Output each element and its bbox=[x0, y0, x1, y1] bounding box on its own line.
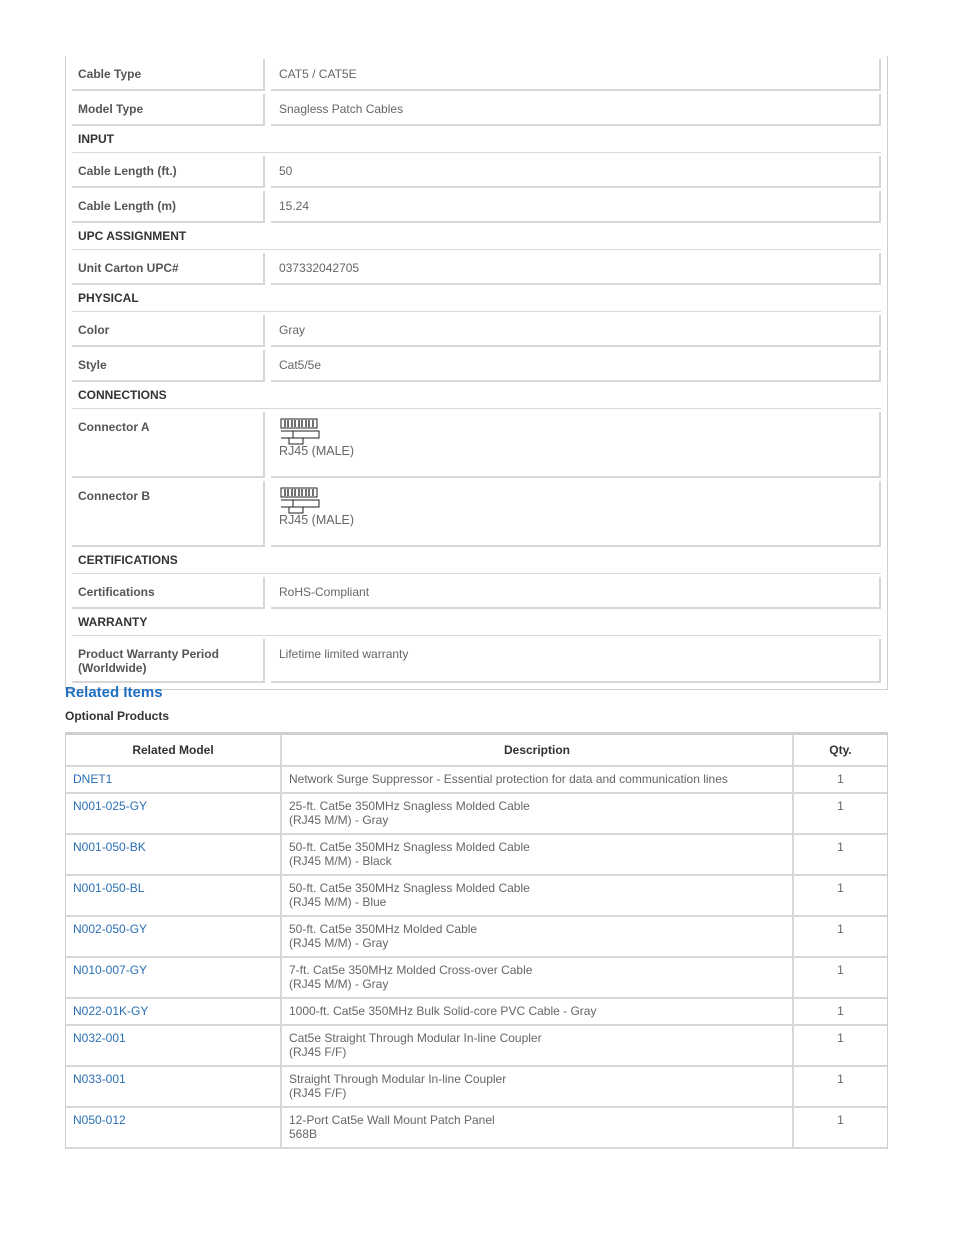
related-qty: 1 bbox=[794, 1067, 887, 1108]
spec-value: Snagless Patch Cables bbox=[271, 94, 881, 126]
related-model-link[interactable]: N001-025-GY bbox=[66, 794, 282, 835]
spec-value: 15.24 bbox=[271, 191, 881, 223]
section-heading: INPUT bbox=[72, 126, 881, 153]
related-description bbox=[282, 1026, 794, 1067]
spec-label: Connector B bbox=[72, 481, 265, 547]
related-description bbox=[282, 794, 794, 835]
related-qty: 1 bbox=[794, 794, 887, 835]
spec-label: Unit Carton UPC# bbox=[72, 253, 265, 285]
connector-type: RJ45 (MALE) bbox=[279, 513, 355, 527]
header-qty: Qty. bbox=[794, 735, 887, 767]
spec-value bbox=[271, 481, 881, 547]
description-line: 568B bbox=[289, 1127, 318, 1141]
related-qty: 1 bbox=[794, 767, 887, 794]
related-qty: 1 bbox=[794, 1108, 887, 1149]
optional-products-heading: Optional Products bbox=[65, 709, 170, 723]
section-heading: PHYSICAL bbox=[72, 285, 881, 312]
description-line: 50-ft. Cat5e 350MHz Snagless Molded Cable bbox=[289, 840, 530, 854]
related-description bbox=[282, 835, 794, 876]
related-qty: 1 bbox=[794, 835, 887, 876]
spec-label: Connector A bbox=[72, 412, 265, 478]
related-model-link[interactable]: N022-01K-GY bbox=[66, 999, 282, 1026]
description-line: (RJ45 F/F) bbox=[289, 1045, 347, 1059]
description-line: 50-ft. Cat5e 350MHz Molded Cable bbox=[289, 922, 478, 936]
related-description bbox=[282, 876, 794, 917]
connector-row bbox=[72, 481, 881, 547]
spec-row bbox=[72, 577, 881, 609]
spec-row bbox=[72, 350, 881, 382]
spec-row bbox=[72, 253, 881, 285]
related-description bbox=[282, 958, 794, 999]
related-model-link[interactable]: N033-001 bbox=[66, 1067, 282, 1108]
description-line: 25-ft. Cat5e 350MHz Snagless Molded Cable bbox=[289, 799, 530, 813]
description-line: (RJ45 M/M) - Blue bbox=[289, 895, 387, 909]
related-description bbox=[282, 1108, 794, 1149]
related-item-row bbox=[66, 835, 887, 876]
spec-value: Lifetime limited warranty bbox=[271, 639, 881, 683]
related-qty: 1 bbox=[794, 958, 887, 999]
related-item-row bbox=[66, 876, 887, 917]
related-item-row bbox=[66, 999, 887, 1026]
spec-row bbox=[72, 315, 881, 347]
related-description bbox=[282, 1067, 794, 1108]
spec-row bbox=[72, 639, 881, 683]
related-model-link[interactable]: N001-050-BL bbox=[66, 876, 282, 917]
related-item-row bbox=[66, 1026, 887, 1067]
spec-label: Cable Length (ft.) bbox=[72, 156, 265, 188]
related-model-link[interactable]: N001-050-BK bbox=[66, 835, 282, 876]
spec-value: 037332042705 bbox=[271, 253, 881, 285]
spec-label: Model Type bbox=[72, 94, 265, 126]
spec-label: Cable Length (m) bbox=[72, 191, 265, 223]
description-line: 7-ft. Cat5e 350MHz Molded Cross-over Cable bbox=[289, 963, 533, 977]
spec-row bbox=[72, 156, 881, 188]
related-item-row bbox=[66, 767, 887, 794]
description-line: (RJ45 F/F) bbox=[289, 1086, 347, 1100]
header-description: Description bbox=[282, 735, 794, 767]
description-line: (RJ45 M/M) - Gray bbox=[289, 813, 389, 827]
related-items-heading: Related Items bbox=[65, 684, 163, 701]
related-description bbox=[282, 917, 794, 958]
spec-label: Certifications bbox=[72, 577, 265, 609]
connector-row bbox=[72, 412, 881, 478]
spec-value: CAT5 / CAT5E bbox=[271, 59, 881, 91]
related-model-link[interactable]: DNET1 bbox=[66, 767, 282, 794]
description-line: 50-ft. Cat5e 350MHz Snagless Molded Cable bbox=[289, 881, 530, 895]
related-item-row bbox=[66, 958, 887, 999]
spec-value: Gray bbox=[271, 315, 881, 347]
description-line: Network Surge Suppressor - Essential protection for data and communication lines bbox=[289, 772, 728, 786]
spec-label: Product Warranty Period (Worldwide) bbox=[72, 639, 265, 683]
description-line: 12-Port Cat5e Wall Mount Patch Panel bbox=[289, 1113, 495, 1127]
related-model-link[interactable]: N010-007-GY bbox=[66, 958, 282, 999]
section-heading: CONNECTIONS bbox=[72, 382, 881, 409]
related-item-row bbox=[66, 1108, 887, 1149]
spec-value: RoHS-Compliant bbox=[271, 577, 881, 609]
description-line: (RJ45 M/M) - Gray bbox=[289, 977, 389, 991]
spec-label: Cable Type bbox=[72, 59, 265, 91]
related-model-link[interactable]: N032-001 bbox=[66, 1026, 282, 1067]
spec-value: Cat5/5e bbox=[271, 350, 881, 382]
connector-type: RJ45 (MALE) bbox=[279, 444, 355, 458]
related-item-row bbox=[66, 794, 887, 835]
spec-value: 50 bbox=[271, 156, 881, 188]
related-description bbox=[282, 767, 794, 794]
section-heading: WARRANTY bbox=[72, 609, 881, 636]
related-qty: 1 bbox=[794, 876, 887, 917]
description-line: Cat5e Straight Through Modular In-line Coupler bbox=[289, 1031, 542, 1045]
spec-row bbox=[72, 59, 881, 91]
related-description bbox=[282, 999, 794, 1026]
section-heading: CERTIFICATIONS bbox=[72, 547, 881, 574]
related-products-table bbox=[65, 732, 888, 1149]
related-qty: 1 bbox=[794, 999, 887, 1026]
specifications-table bbox=[65, 56, 888, 690]
spec-row bbox=[72, 191, 881, 223]
related-item-row bbox=[66, 917, 887, 958]
related-model-link[interactable]: N050-012 bbox=[66, 1108, 282, 1149]
related-table-header bbox=[66, 735, 887, 767]
related-qty: 1 bbox=[794, 917, 887, 958]
spec-label: Style bbox=[72, 350, 265, 382]
description-line: (RJ45 M/M) - Black bbox=[289, 854, 392, 868]
related-item-row bbox=[66, 1067, 887, 1108]
section-heading: UPC ASSIGNMENT bbox=[72, 223, 881, 250]
spec-row bbox=[72, 94, 881, 126]
spec-value bbox=[271, 412, 881, 478]
description-line: 1000-ft. Cat5e 350MHz Bulk Solid-core PVC Cable - Gray bbox=[289, 1004, 597, 1018]
related-qty: 1 bbox=[794, 1026, 887, 1067]
related-model-link[interactable]: N002-050-GY bbox=[66, 917, 282, 958]
header-related-model: Related Model bbox=[66, 735, 282, 767]
description-line: Straight Through Modular In-line Coupler bbox=[289, 1072, 507, 1086]
description-line: (RJ45 M/M) - Gray bbox=[289, 936, 389, 950]
spec-label: Color bbox=[72, 315, 265, 347]
